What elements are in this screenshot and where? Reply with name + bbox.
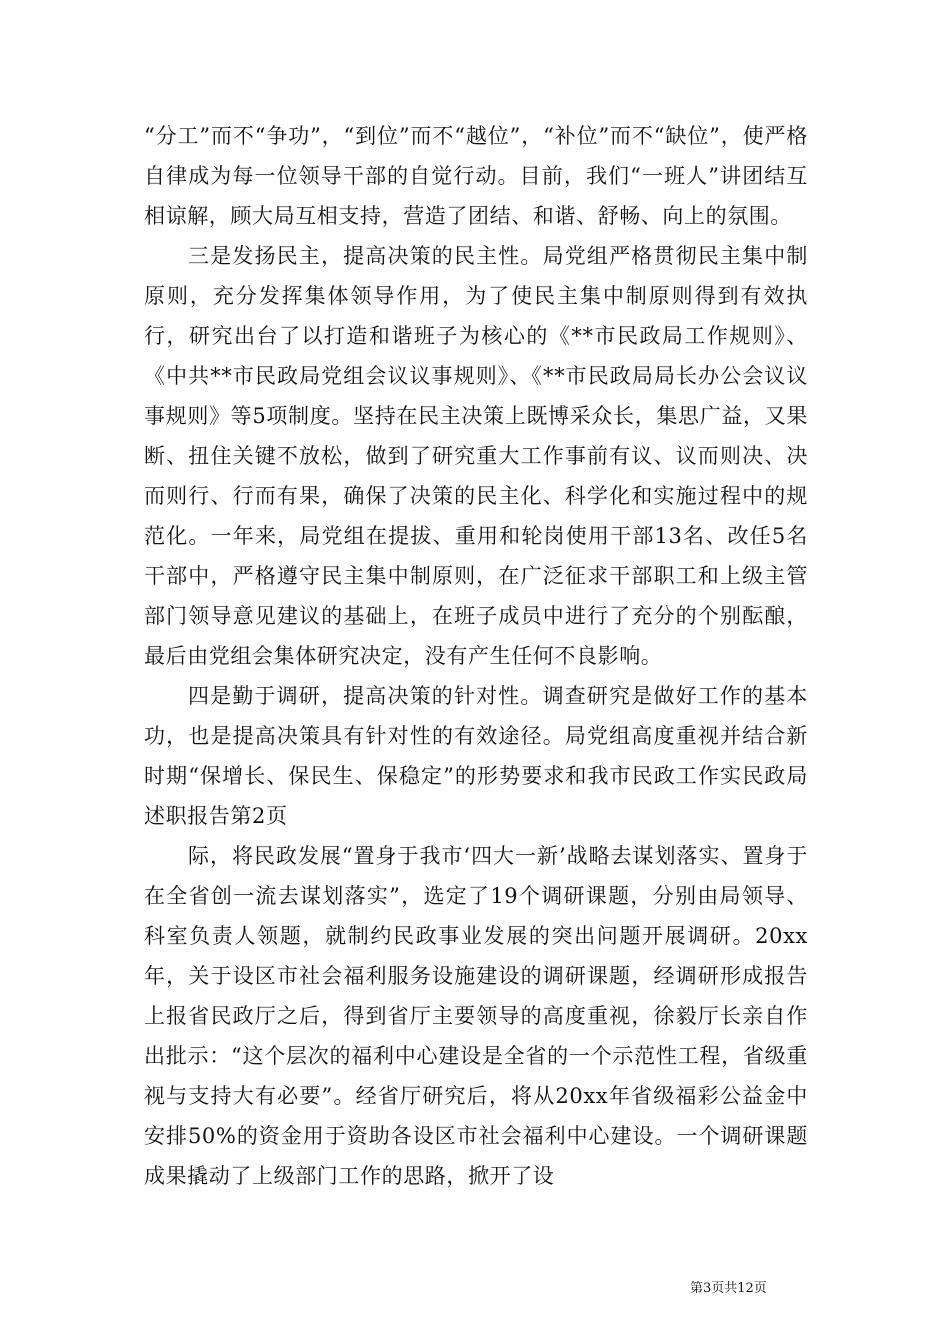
paragraph-4: 际，将民政发展“置身于我市‘四大一新’战略去谋划落实、置身于在全省创一流去谋划落实”，选定了19个调研课题，分别由局领导、科室负责人领题，就制约民政事业发展的突出问题开展调研。20xx年，关于设区市社会福利服务设施建设的调研课题，经调研形成报告上报省民政厅之后，得到省厅主要领导的高度重视，徐毅厅长亲自作出批示：“这个层次的福利中心建设是全省的一个示范性工程，省级重视与支持大有必要”。经省厅研究后，将从20xx年省级福彩公益金中安排50%的资金用于资助各设区市社会福利中心建设。一个调研课题成果撬动了上级部门工作的思路，掀开了设 (144, 844, 808, 1188)
paragraph-3: 四是勤于调研，提高决策的针对性。调查研究是做好工作的基本功，也是提高决策具有针对性的有效途径。局党组高度重视并结合新时期“保增长、保民生、保稳定”的形势要求和我市民政工作实民政局述职报告第2页 (144, 684, 808, 828)
document-body (144, 116, 808, 1196)
page-number-footer: 第3页共12页 (690, 1281, 767, 1296)
paragraph-2: 三是发扬民主，提高决策的民主性。局党组严格贯彻民主集中制原则，充分发挥集体领导作用，为了使民主集中制原则得到有效执行，研究出台了以打造和谐班子为核心的《**市民政局工作规则》、《中共**市民政局党组会议议事规则》、《**市民政局局长办公会议议事规则》等5项制度。坚持在民主决策上既博采众长，集思广益，又果断、扭住关键不放松，做到了研究重大工作事前有议、议而则决、决而则行、行而有果，确保了决策的民主化、科学化和实施过程中的规范化。一年来，局党组在提拔、重用和轮岗使用干部13名、改任5名干部中，严格遵守民主集中制原则，在广泛征求干部职工和上级主管部门领导意见建议的基础上，在班子成员中进行了充分的个别酝酿，最后由党组会集体研究决定，没有产生任何不良影响。 (144, 244, 808, 668)
paragraph-1: “分工”而不“争功”，“到位”而不“越位”，“补位”而不“缺位”，使严格自律成为每一位领导干部的自觉行动。目前，我们“一班人”讲团结互相谅解，顾大局互相支持，营造了团结、和谐、舒畅、向上的氛围。 (144, 124, 808, 228)
